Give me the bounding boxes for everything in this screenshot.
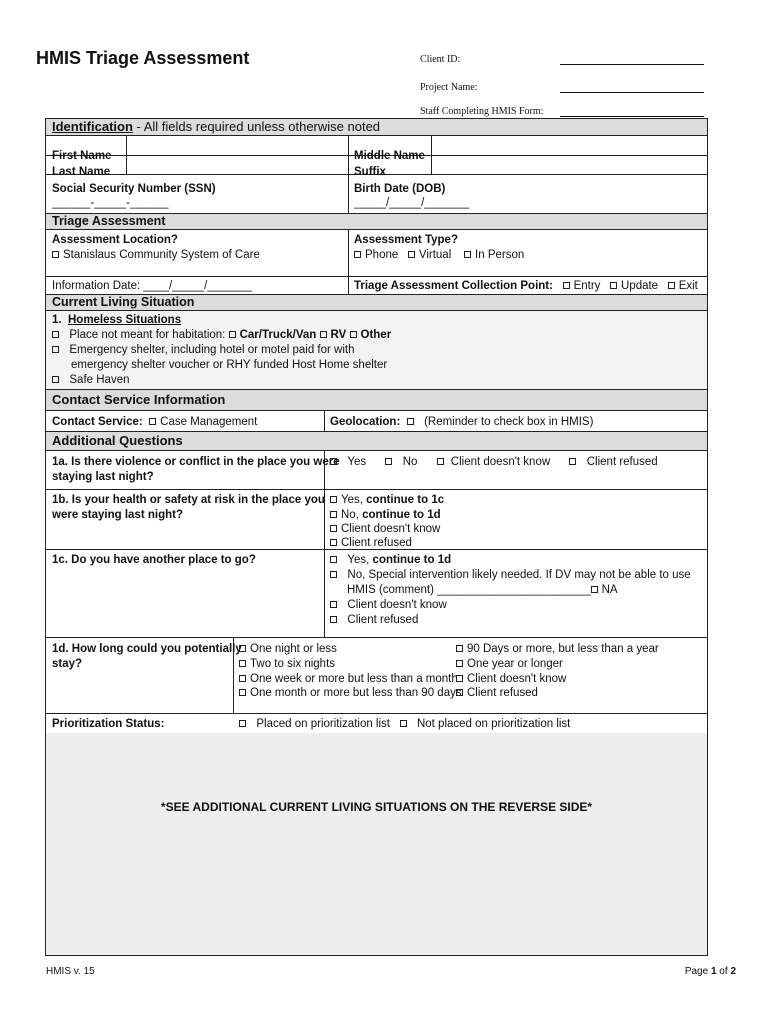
reverse-side-note: *SEE ADDITIONAL CURRENT LIVING SITUATIONS ON THE REVERSE SIDE* <box>160 800 593 814</box>
prioritization-label: Prioritization Status: <box>52 718 165 730</box>
checkbox[interactable] <box>408 251 415 258</box>
form-version: HMIS v. 15 <box>46 966 95 977</box>
identification-header <box>46 119 707 136</box>
q1c-yes[interactable]: Yes, continue to 1d <box>330 553 451 567</box>
form-title: HMIS Triage Assessment <box>36 48 250 68</box>
checkbox[interactable] <box>229 331 236 338</box>
divider <box>46 637 707 638</box>
divider <box>348 230 349 294</box>
q1d-option[interactable]: Client doesn't know <box>456 672 566 686</box>
prioritization-options[interactable]: Placed on prioritization list Not placed on prioritization list <box>239 717 570 731</box>
checkbox[interactable] <box>320 331 327 338</box>
divider <box>46 276 707 277</box>
checkbox[interactable] <box>239 660 246 667</box>
assessment-form <box>45 118 708 956</box>
checkbox[interactable] <box>437 458 444 465</box>
client-id-field[interactable] <box>560 64 704 65</box>
checkbox[interactable] <box>330 616 337 623</box>
type-options[interactable]: Phone Virtual In Person <box>354 248 524 262</box>
geolocation[interactable]: Geolocation: (Reminder to check box in HMIS) <box>330 416 594 428</box>
q1b-yes[interactable]: Yes, continue to 1c <box>330 493 444 507</box>
contact-header: Contact Service Information <box>46 389 707 411</box>
checkbox[interactable] <box>456 645 463 652</box>
q1d-option[interactable]: Client refused <box>456 686 538 700</box>
q1c-dont-know[interactable]: Client doesn't know <box>330 598 447 612</box>
dob-field[interactable]: _____/_____/_______ <box>354 197 470 209</box>
q1c-text: 1c. Do you have another place to go? <box>52 554 256 566</box>
ssn-label: Social Security Number (SSN) <box>52 183 216 195</box>
triage-header: Triage Assessment <box>46 213 707 230</box>
last-name-label: Last Name <box>52 166 111 178</box>
additional-questions-header: Additional Questions <box>46 431 707 451</box>
q1d-text: 1d. How long could you potentially <box>52 643 242 655</box>
page-number: Page 1 of 2 <box>684 966 736 977</box>
checkbox[interactable] <box>330 511 337 518</box>
checkbox[interactable] <box>591 586 598 593</box>
living-situation-header: Current Living Situation <box>46 294 707 311</box>
staff-field[interactable] <box>560 116 704 117</box>
project-name-field[interactable] <box>560 92 704 93</box>
q1a-options[interactable]: Yes No Client doesn't know Client refused <box>330 455 658 469</box>
q1d-text-line2: stay? <box>52 658 83 670</box>
checkbox[interactable] <box>464 251 471 258</box>
q1b-dont-know[interactable]: Client doesn't know <box>330 522 440 536</box>
q1c-comment[interactable]: HMIS (comment) ________________________ NA <box>347 584 618 596</box>
checkbox[interactable] <box>239 720 246 727</box>
habitation-option[interactable]: Place not meant for habitation: Car/Truck/Van RV Other <box>52 328 391 342</box>
emergency-shelter-option[interactable]: Emergency shelter, including hotel or motel paid for with <box>52 343 354 357</box>
checkbox[interactable] <box>354 251 361 258</box>
checkbox[interactable] <box>330 525 337 532</box>
divider <box>324 451 325 637</box>
identification-note: - All fields required unless otherwise noted <box>136 119 381 134</box>
q1b-no[interactable]: No, continue to 1d <box>330 508 441 522</box>
checkbox[interactable] <box>456 660 463 667</box>
collection-point[interactable]: Triage Assessment Collection Point: Entry Update Exit <box>354 280 698 292</box>
checkbox[interactable] <box>330 458 337 465</box>
emergency-shelter-line2: emergency shelter voucher or RHY funded Host Home shelter <box>71 359 388 371</box>
q1a-text: 1a. Is there violence or conflict in the place you were <box>52 456 340 468</box>
divider <box>46 713 707 714</box>
q1a-text-line2: staying last night? <box>52 471 154 483</box>
q1d-option[interactable]: 90 Days or more, but less than a year <box>456 642 659 656</box>
q1d-option[interactable]: One week or more but less than a month <box>239 672 458 686</box>
checkbox[interactable] <box>52 346 59 353</box>
checkbox[interactable] <box>239 675 246 682</box>
assessment-location-label: Assessment Location? <box>52 234 178 246</box>
checkbox[interactable] <box>407 418 414 425</box>
ssn-field[interactable]: ______-_____-______ <box>52 197 169 209</box>
homeless-situations-heading: 1. Homeless Situations <box>52 314 182 326</box>
checkbox[interactable] <box>52 251 59 258</box>
checkbox[interactable] <box>400 720 407 727</box>
divider <box>46 489 707 490</box>
information-date-field[interactable]: Information Date: ____/_____/_______ <box>52 280 253 292</box>
checkbox[interactable] <box>149 418 156 425</box>
contact-service[interactable]: Contact Service: Case Management <box>52 416 258 428</box>
q1b-refused[interactable]: Client refused <box>330 536 412 550</box>
divider <box>324 411 325 431</box>
checkbox[interactable] <box>330 556 337 563</box>
checkbox[interactable] <box>330 496 337 503</box>
checkbox[interactable] <box>239 645 246 652</box>
q1d-option[interactable]: One night or less <box>239 642 337 656</box>
q1c-refused[interactable]: Client refused <box>330 613 418 627</box>
q1d-option[interactable]: One year or longer <box>456 657 563 671</box>
checkbox[interactable] <box>239 689 246 696</box>
dob-label: Birth Date (DOB) <box>354 183 446 195</box>
checkbox[interactable] <box>668 282 675 289</box>
identification-heading: Identification <box>52 119 133 134</box>
reverse-side-panel <box>46 733 707 955</box>
assessment-type-label: Assessment Type? <box>354 234 458 246</box>
location-option[interactable]: Stanislaus Community System of Care <box>52 248 260 262</box>
q1b-text-line2: were staying last night? <box>52 509 183 521</box>
first-name-label: First Name <box>52 150 112 162</box>
safe-haven-option[interactable]: Safe Haven <box>52 373 130 387</box>
checkbox[interactable] <box>350 331 357 338</box>
project-name-label: Project Name: <box>420 82 478 93</box>
checkbox[interactable] <box>330 539 337 546</box>
client-id-label: Client ID: <box>420 54 461 65</box>
checkbox[interactable] <box>52 376 59 383</box>
checkbox[interactable] <box>385 458 392 465</box>
checkbox[interactable] <box>610 282 617 289</box>
checkbox[interactable] <box>456 675 463 682</box>
checkbox[interactable] <box>330 571 337 578</box>
checkbox[interactable] <box>569 458 576 465</box>
suffix-label: Suffix <box>354 166 386 178</box>
q1d-option[interactable]: One month or more but less than 90 days <box>239 686 462 700</box>
q1d-option[interactable]: Two to six nights <box>239 657 335 671</box>
checkbox[interactable] <box>330 601 337 608</box>
checkbox[interactable] <box>563 282 570 289</box>
middle-name-label: Middle Name <box>354 150 425 162</box>
checkbox[interactable] <box>52 331 59 338</box>
q1c-no[interactable]: No, Special intervention likely needed. If DV may not be able to use <box>330 568 691 582</box>
checkbox[interactable] <box>456 689 463 696</box>
staff-label: Staff Completing HMIS Form: <box>420 106 544 117</box>
q1b-text: 1b. Is your health or safety at risk in the place you <box>52 494 325 506</box>
